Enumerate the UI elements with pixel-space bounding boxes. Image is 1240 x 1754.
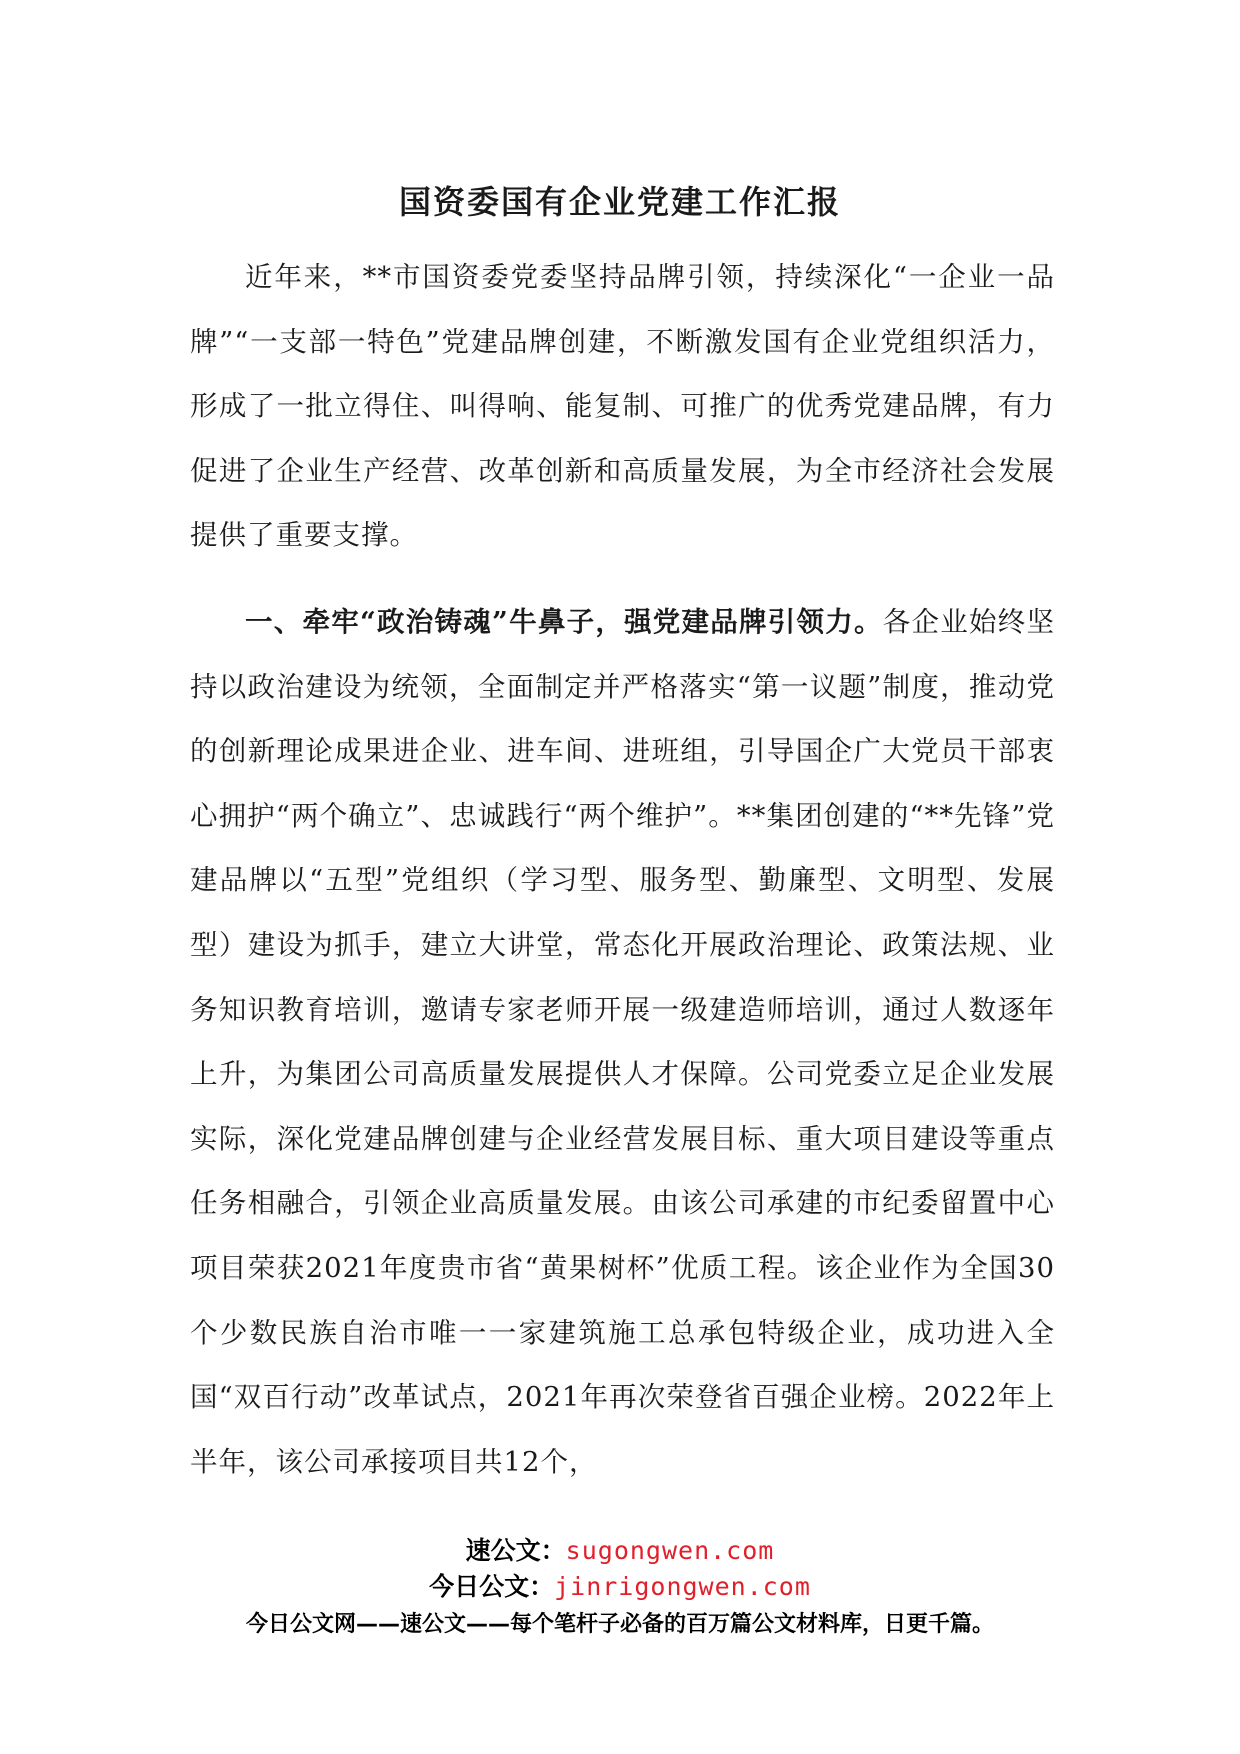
footer-tagline: 今日公文网——速公文——每个笔杆子必备的百万篇公文材料库，日更千篇。 xyxy=(245,1612,994,1637)
section-1-paragraph xyxy=(190,590,1055,1494)
intro-paragraph: 近年来，**市国资委党委坚持品牌引领，持续深化“一企业一品牌”“一支部一特色”党建品牌创建，不断激发国有企业党组织活力，形成了一批立得住、叫得响、能复制、可推广的优秀党建品牌，有力促进了企业生产经营、改革创新和高质量发展，为全市经济社会发展提供了重要支撑。 xyxy=(190,261,1055,552)
section-1-heading: 一、牵牢“政治铸魂”牛鼻子，强党建品牌引领力。 xyxy=(245,605,883,638)
footer-line-sugongwen xyxy=(0,1533,1240,1569)
footer-link-jinrigongwen[interactable]: jinrigongwen.com xyxy=(554,1572,811,1601)
document-body xyxy=(190,245,1055,1494)
footer-line-jinrigongwen xyxy=(0,1569,1240,1605)
section-1-body: 各企业始终坚持以政治建设为统领，全面制定并严格落实“第一议题”制度，推动党的创新理论成果进企业、进车间、进班组，引导国企广大党员干部衷心拥护“两个确立”、忠诚践行“两个维护”。**集团创建的“**先锋”党建品牌以“五型”党组织（学习型、服务型、勤廉型、文明型、发展型）建设为抓手，建立大讲堂，常态化开展政治理论、政策法规、业务知识教育培训，邀请专家老师开展一级建造师培训，通过人数逐年上升，为集团公司高质量发展提供人才保障。公司党委立足企业发展实际，深化党建品牌创建与企业经营发展目标、重大项目建设等重点任务相融合，引领企业高质量发展。由该公司承建的市纪委留置中心项目荣获2021年度贵市省“黄果树杯”优质工程。该企业作为全国30个少数民族自治市唯一一家建筑施工总承包特级企业，成功进入全国“双百行动”改革试点，2021年再次荣登省百强企业榜。2022年上半年，该公司承接项目共12个， xyxy=(190,605,1056,1478)
document-title: 国资委国有企业党建工作汇报 xyxy=(398,183,841,221)
footer-watermark xyxy=(0,1533,1240,1643)
footer-link-sugongwen[interactable]: sugongwen.com xyxy=(565,1536,775,1565)
footer-label-jinrigongwen: 今日公文： xyxy=(429,1572,555,1601)
footer-label-sugongwen: 速公文： xyxy=(465,1536,566,1565)
